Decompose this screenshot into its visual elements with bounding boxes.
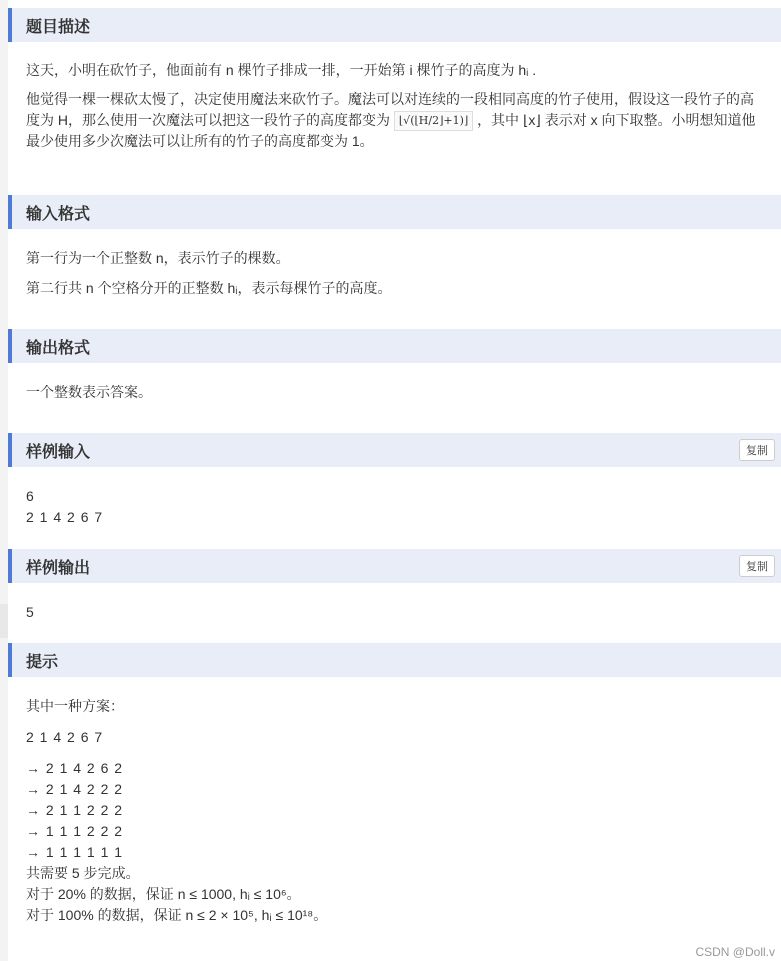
description-body — [26, 60, 766, 152]
copy-button[interactable]: 复制 — [739, 555, 775, 577]
sample-input-body — [26, 486, 766, 528]
section-header-description — [8, 8, 781, 42]
output-body — [26, 382, 766, 403]
hint-step: → 2 1 4 2 6 2 — [26, 760, 124, 776]
hint-step: → 2 1 1 2 2 2 — [26, 802, 124, 818]
section-title: 题目描述 — [26, 18, 91, 36]
hint-constraint-1: 对于 20% 的数据，保证 n ≤ 1000, hᵢ ≤ 10⁶。 — [26, 886, 301, 902]
section-title: 输入格式 — [26, 205, 91, 223]
hint-step: → 1 1 1 2 2 2 — [26, 823, 124, 839]
description-text: 他觉得一棵一棵砍太慢了，决定使用魔法来砍竹子。魔法可以对连续的一段相同高度的竹子使用，假设这一段竹子的高度为 H，那么使用一次魔法可以把这一段竹子的高度都变为 — [26, 91, 754, 128]
section-header-sample-input — [8, 433, 781, 467]
output-line-1: 一个整数表示答案。 — [26, 384, 152, 400]
section-title: 提示 — [26, 653, 59, 671]
hint-start: 2 1 4 2 6 7 — [26, 729, 104, 745]
description-text-cont: ，其中 ⌊x⌋ 表示对 x 向下取整。小明想知道他最少使用多少次魔法可以让所有的竹子的高度都变为 1。 — [26, 112, 756, 150]
sample-output-body — [26, 602, 766, 623]
section-header-output — [8, 329, 781, 363]
input-line-1: 第一行为一个正整数 n，表示竹子的棵数。 — [26, 250, 290, 266]
gutter-segment — [0, 604, 8, 638]
description-paragraph-2 — [26, 89, 766, 152]
section-header-sample-output — [8, 549, 781, 583]
section-title: 样例输出 — [26, 559, 91, 577]
formula: ⌊√(⌊H/2⌋+1)⌋ — [394, 111, 473, 131]
input-line-2: 第二行共 n 个空格分开的正整数 hᵢ，表示每棵竹子的高度。 — [26, 280, 392, 296]
hint-body — [26, 696, 766, 926]
left-gutter — [0, 0, 8, 961]
sample-input-line: 6 — [26, 488, 35, 504]
hint-step: → 1 1 1 1 1 1 — [26, 844, 124, 860]
section-header-input — [8, 195, 781, 229]
copy-button[interactable]: 复制 — [739, 439, 775, 461]
hint-done: 共需要 5 步完成。 — [26, 865, 140, 881]
problem-page — [8, 0, 781, 961]
input-body — [26, 248, 766, 299]
hint-intro: 其中一种方案： — [26, 698, 124, 714]
section-header-hint — [8, 643, 781, 677]
hint-step: → 2 1 4 2 2 2 — [26, 781, 124, 797]
section-title: 样例输入 — [26, 443, 91, 461]
sample-output-line: 5 — [26, 604, 35, 620]
sample-input-line: 2 1 4 2 6 7 — [26, 509, 104, 525]
section-title: 输出格式 — [26, 339, 91, 357]
watermark: CSDN @Doll.v — [695, 945, 775, 959]
hint-constraint-2: 对于 100% 的数据，保证 n ≤ 2 × 10⁵, hᵢ ≤ 10¹⁸。 — [26, 907, 328, 923]
description-paragraph-1: 这天，小明在砍竹子，他面前有 n 棵竹子排成一排，一开始第 i 棵竹子的高度为 hᵢ . — [26, 62, 537, 78]
